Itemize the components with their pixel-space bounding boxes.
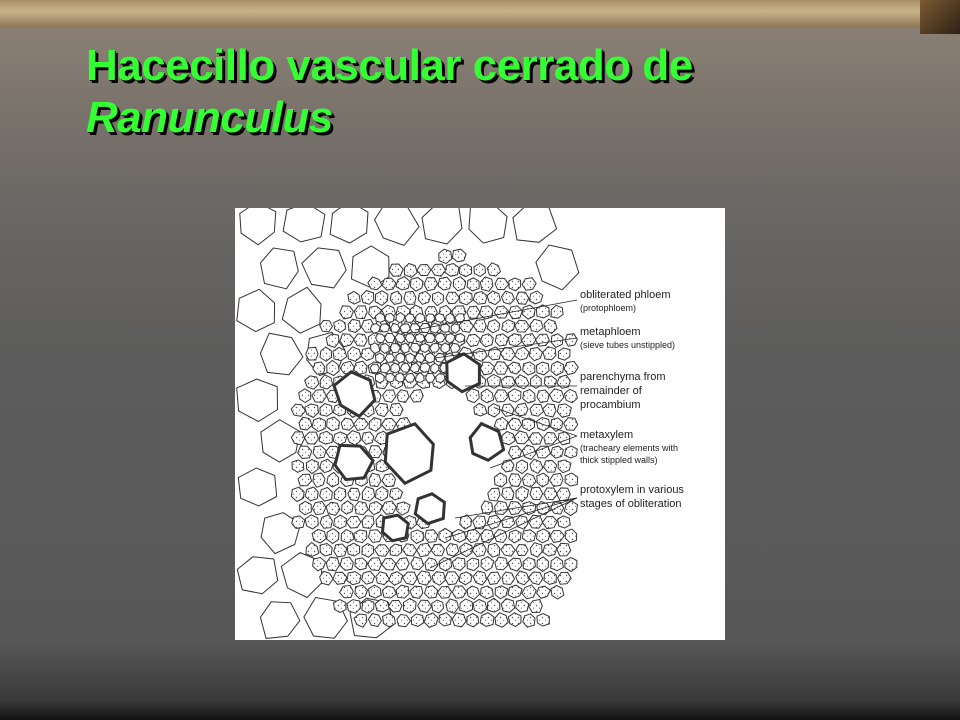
- title-line-1: Hacecillo vascular cerrado de: [86, 41, 693, 90]
- plant-cell: [370, 364, 379, 373]
- plant-cell: [516, 292, 529, 304]
- label-protoxylem-2: stages of obliteration: [580, 498, 682, 510]
- label-metaxylem: metaxylem: [580, 429, 634, 441]
- plant-cell: [565, 446, 578, 458]
- plant-cell: [369, 473, 381, 486]
- wood-texture-band: [0, 0, 960, 28]
- plant-cell: [516, 545, 528, 556]
- plant-cell: [537, 614, 549, 627]
- plant-cell: [455, 334, 465, 343]
- plant-cell: [405, 334, 415, 343]
- plant-cell: [347, 543, 360, 556]
- plant-cell: [326, 557, 339, 571]
- label-parenchyma-2: remainder of: [580, 385, 642, 397]
- plant-cell: [558, 516, 571, 528]
- label-protoxylem: protoxylem in various: [580, 484, 684, 496]
- plant-cell: [300, 501, 312, 515]
- plant-cell: [391, 324, 400, 333]
- bundle-illustration: [235, 208, 725, 640]
- plant-cell: [306, 347, 318, 360]
- plant-cell: [385, 313, 394, 322]
- label-metaxylem-sub-2: thick stippled walls): [580, 455, 658, 465]
- plant-cell: [319, 431, 332, 444]
- xylem-vessel: [415, 494, 444, 524]
- plant-cell: [416, 313, 425, 322]
- label-metaxylem-sub: (tracheary elements with: [580, 443, 679, 453]
- label-metaphloem-sub: (sieve tubes unstippled): [580, 340, 676, 350]
- plant-cell: [405, 314, 415, 323]
- plant-cell: [401, 343, 409, 353]
- corner-decoration: [920, 0, 960, 34]
- plant-cell: [396, 353, 405, 363]
- plant-cell: [370, 324, 380, 334]
- plant-cell: [509, 474, 522, 487]
- plant-cell: [348, 488, 360, 501]
- plant-cell: [426, 373, 435, 382]
- title-line-2-genus: Ranunculus: [86, 93, 333, 142]
- vascular-bundle-figure: [235, 208, 725, 640]
- plant-cell: [474, 264, 486, 277]
- plant-cell: [565, 334, 577, 347]
- plant-cell: [385, 354, 395, 363]
- plant-cell: [441, 343, 450, 353]
- plant-cell: [410, 324, 420, 333]
- plant-cell: [385, 333, 395, 342]
- plant-cell: [530, 487, 543, 499]
- plant-cell: [376, 353, 385, 363]
- plant-cell: [420, 344, 429, 353]
- label-metaphloem: metaphloem: [580, 326, 641, 338]
- plant-cell: [401, 363, 410, 372]
- xylem-vessel: [383, 515, 409, 541]
- plant-cell: [375, 373, 384, 383]
- slide-title: [86, 40, 693, 144]
- label-obliterated-phloem-sub: (protophloem): [580, 303, 637, 313]
- plant-cell: [467, 306, 480, 318]
- plant-cell: [459, 264, 471, 277]
- label-obliterated-phloem: obliterated phloem: [580, 289, 671, 301]
- plant-cell: [502, 487, 514, 500]
- plant-cell: [435, 313, 445, 322]
- label-parenchyma: parenchyma from: [580, 371, 666, 383]
- label-parenchyma-3: procambium: [580, 399, 641, 411]
- plant-cell: [415, 334, 425, 343]
- plant-cell: [380, 324, 390, 332]
- plant-cell: [404, 291, 416, 304]
- plant-cell: [405, 373, 415, 382]
